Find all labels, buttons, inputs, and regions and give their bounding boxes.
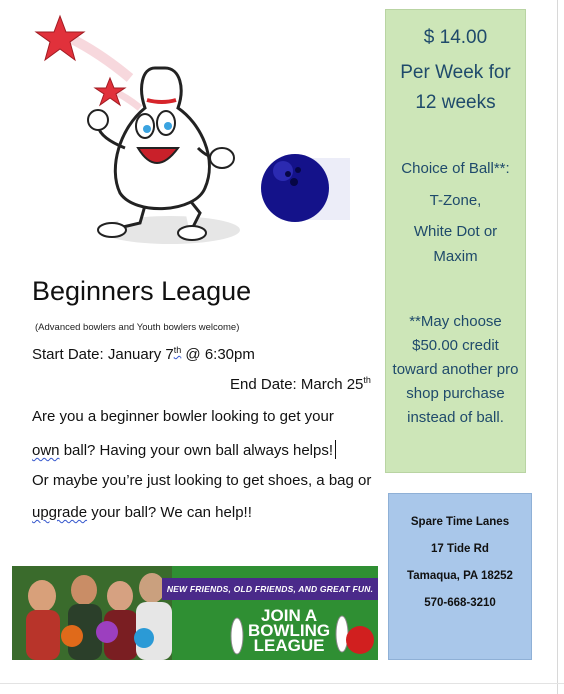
spellcheck-word: own xyxy=(32,442,60,459)
body-line xyxy=(32,440,336,459)
end-date-text: End Date: March 25 xyxy=(230,376,364,393)
spellcheck-word: upgrade xyxy=(32,504,88,521)
body-text: ball? Having your own ball always helps! xyxy=(59,442,334,459)
street-address: 17 Tide Rd xyxy=(431,543,489,555)
join-line: JOIN A xyxy=(261,606,318,625)
business-name: Spare Time Lanes xyxy=(410,516,510,528)
league-banner xyxy=(12,566,378,660)
text-cursor xyxy=(335,440,336,459)
bowling-pin-clipart xyxy=(30,8,360,258)
join-line: LEAGUE xyxy=(253,636,325,655)
credit-note: **May choose $50.00 credit toward another pro shop purchase instead of ball. xyxy=(392,313,519,426)
city-state-zip: Tamaqua, PA 18252 xyxy=(407,570,513,582)
ball-choice-heading: Choice of Ball**: xyxy=(401,160,510,177)
page-bottom-edge xyxy=(0,683,564,684)
phone-number: 570-668-3210 xyxy=(424,597,496,609)
page-title: Beginners League xyxy=(32,276,252,306)
price-period: Per Week for xyxy=(400,62,511,83)
end-date xyxy=(230,375,371,393)
join-league-text xyxy=(248,608,330,653)
ball-option: T-Zone, xyxy=(429,192,482,209)
bowling-ball-icon xyxy=(261,154,329,222)
ball-option: Maxim xyxy=(433,248,478,265)
page-edge xyxy=(557,0,558,694)
price-box xyxy=(385,9,526,473)
end-date-suffix: th xyxy=(363,375,371,385)
ball-option: White Dot or xyxy=(413,223,498,240)
start-date-suffix: th xyxy=(173,345,182,355)
price: $ 14.00 xyxy=(423,27,488,48)
body-line: Or maybe you’re just looking to get shoes, a bag or xyxy=(32,472,372,489)
contact-box xyxy=(388,493,532,660)
join-line: BOWLING xyxy=(248,621,331,640)
price-duration: 12 weeks xyxy=(415,92,496,113)
start-date-text: Start Date: January 7 xyxy=(32,346,174,363)
start-date xyxy=(32,345,255,363)
subtitle: (Advanced bowlers and Youth bowlers welcome) xyxy=(35,322,240,333)
start-date-time: @ 6:30pm xyxy=(181,346,255,363)
body-line xyxy=(32,504,252,521)
body-text: your ball? We can help!! xyxy=(87,504,252,521)
star-icon xyxy=(95,78,125,105)
banner-tagline: NEW FRIENDS, OLD FRIENDS, AND GREAT FUN. xyxy=(162,578,378,600)
body-line: Are you a beginner bowler looking to get your xyxy=(32,408,334,425)
